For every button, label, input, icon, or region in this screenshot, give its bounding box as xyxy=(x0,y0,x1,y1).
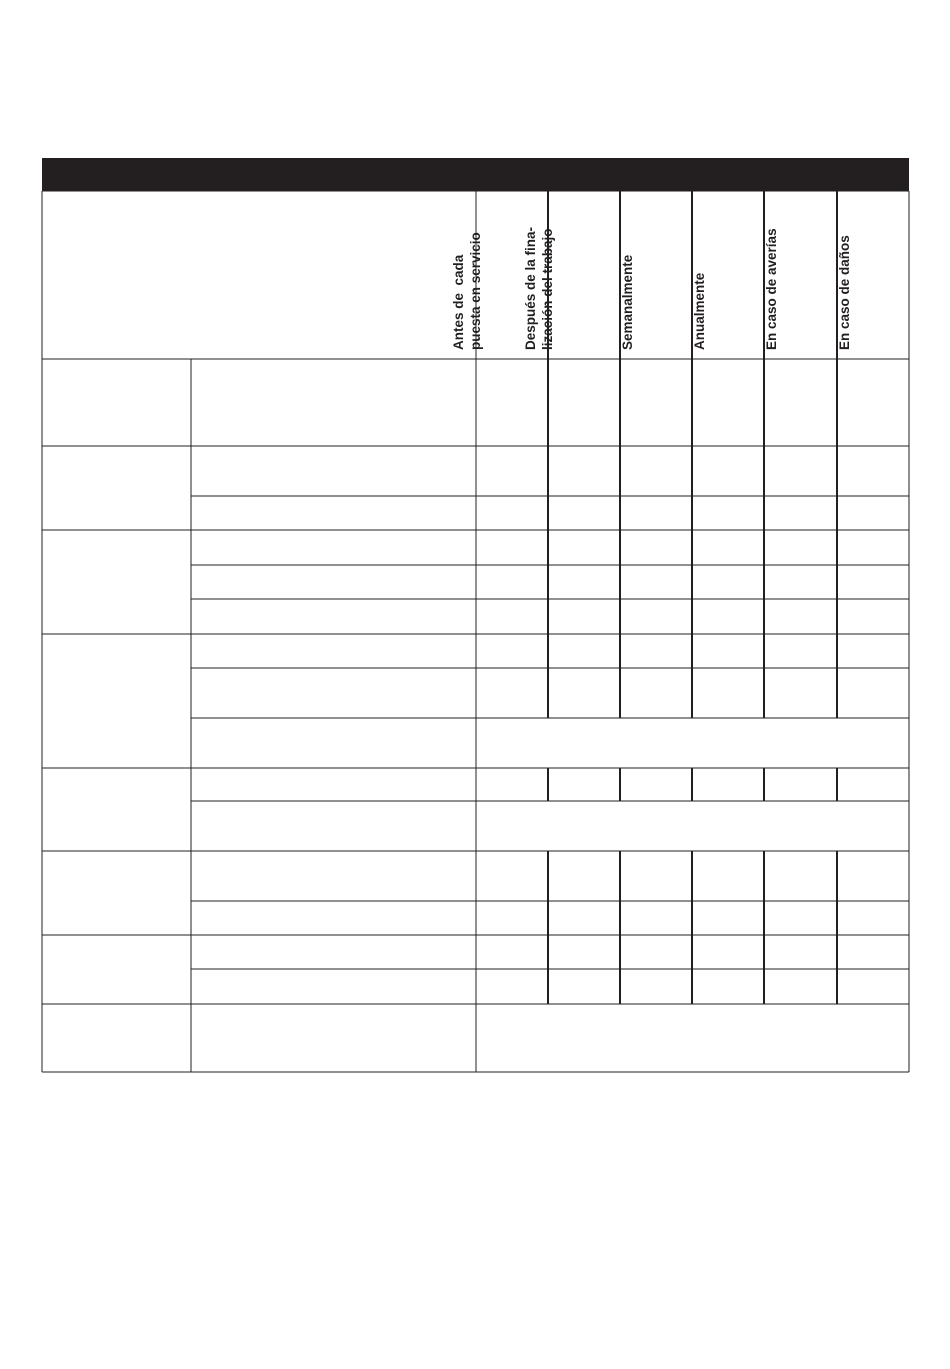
column-header-damage xyxy=(837,192,909,358)
column-header-yearly xyxy=(692,192,764,358)
column-header-label: Después de la fina- lización del trabajo xyxy=(523,226,555,350)
column-header-after-work xyxy=(523,192,620,358)
column-header-malfunction xyxy=(764,192,836,358)
column-header-weekly xyxy=(620,192,692,358)
column-header-label: Semanalmente xyxy=(620,254,635,350)
column-header-label: En caso de averías xyxy=(764,228,779,350)
column-header-label: Anualmente xyxy=(692,272,707,350)
column-header-label: Antes de cada puesta en servicio xyxy=(451,232,483,350)
column-header-label: En caso de daños xyxy=(837,235,852,350)
